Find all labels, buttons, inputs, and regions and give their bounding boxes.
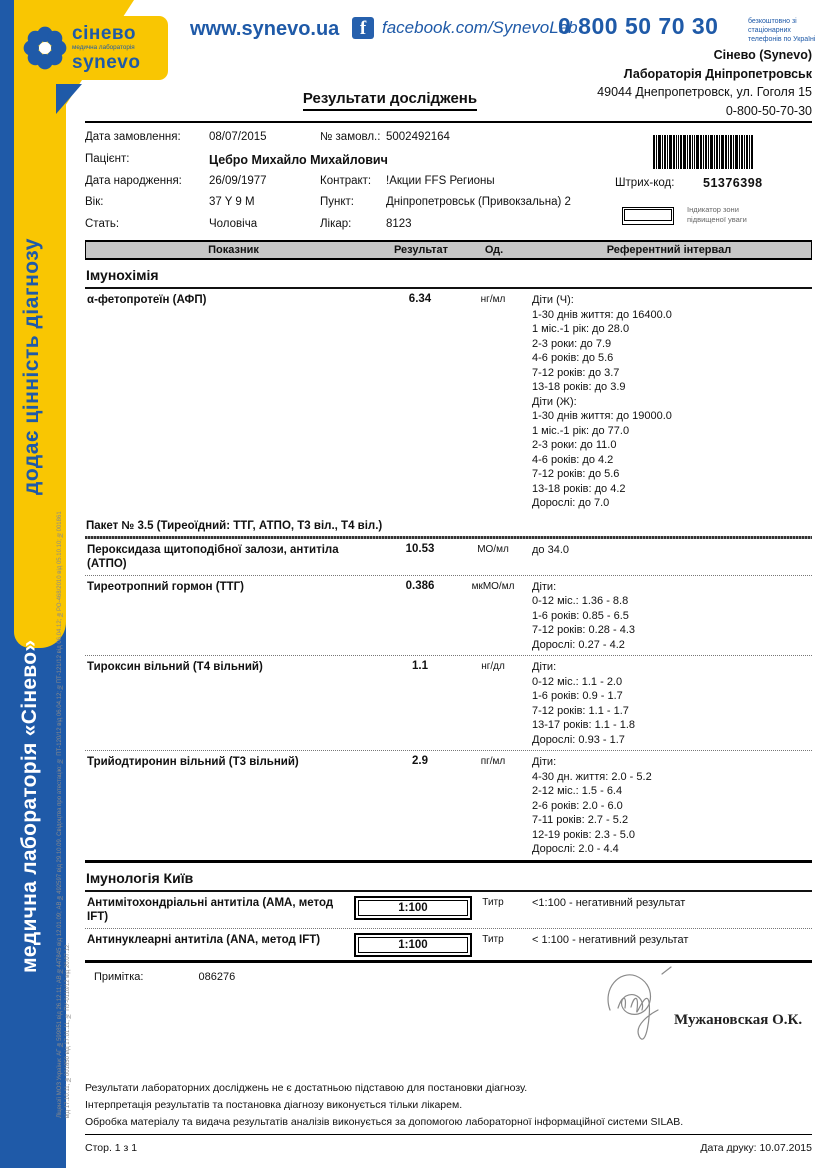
ref-line: 1 міс.-1 рік: до 28.0	[532, 323, 630, 335]
lab-name: Сінево (Synevo)	[713, 48, 812, 62]
test-result: 6.34	[408, 293, 432, 305]
ref-line: 2-6 років: 2.0 - 6.0	[532, 799, 623, 812]
birth-date-value: 26/09/1977	[209, 174, 267, 187]
test-reference	[526, 660, 812, 747]
ref-line: Дорослі: 0.93 - 1.7	[532, 733, 625, 746]
test-name: Трийодтиронин вільний (Т3 вільний)	[87, 756, 299, 768]
header-divider	[85, 121, 812, 123]
patient-label: Пацієнт:	[85, 152, 130, 165]
result-row-ana	[85, 929, 812, 960]
facebook-letter: f	[359, 18, 367, 39]
logo-wordmark	[72, 24, 140, 72]
col-header-indicator: Показник	[208, 244, 259, 256]
doctor-signature-name: Мужановская О.К.	[674, 1012, 803, 1028]
lab-branch: Лабораторія Дніпропетровськ	[623, 66, 812, 81]
ref-line: 2-12 міс.: 1.5 - 6.4	[532, 785, 623, 797]
ref-line: 2-3 роки: до 11.0	[532, 439, 617, 451]
facebook-link	[352, 17, 578, 39]
barcode-value: 51376398	[703, 176, 763, 190]
test-reference	[526, 580, 812, 653]
package-title: Пакет № 3.5 (Тиреоїдний: ТТГ, АТПО, Т3 віл., Т4 віл.)	[86, 519, 383, 532]
ref-line: 2-3 роки: до 7.9	[532, 337, 612, 350]
col-header-result: Результат	[393, 244, 449, 256]
doctor-label: Лікар:	[320, 218, 352, 231]
ref-line: 13-18 років: до 3.9	[532, 381, 626, 393]
test-reference	[526, 896, 812, 925]
test-unit: пг/мл	[480, 756, 506, 767]
signature-icon	[598, 958, 678, 1066]
test-name: Пероксидаза щитоподібної залози, антитіла (АТПО)	[87, 543, 339, 570]
barcode-block	[613, 135, 812, 235]
test-result: 10.53	[405, 542, 435, 555]
ref-line: Дорослі: 2.0 - 4.4	[532, 843, 619, 855]
birth-date-label: Дата народження:	[85, 174, 182, 187]
sidebar-slogan: додає цінність діагнозу	[20, 238, 43, 495]
footer-bottom-row	[85, 1140, 812, 1157]
logo-title: сінево	[72, 22, 136, 44]
note-value: 086276	[198, 970, 236, 983]
test-unit: Титр	[482, 896, 504, 908]
test-name: α-фетопротеїн (АФП)	[87, 294, 207, 306]
sex-label: Стать:	[85, 218, 120, 231]
result-row-atpo	[85, 539, 812, 575]
test-result-boxed	[380, 933, 460, 957]
result-row-ttg	[85, 576, 812, 656]
ref-line: до 34.0	[532, 543, 570, 556]
document-title-wrap	[240, 90, 540, 111]
footer-divider	[85, 1134, 812, 1135]
lab-address-block	[597, 46, 812, 120]
sidebar-brand: медична лабораторія «Сінево»	[18, 639, 41, 973]
test-reference	[526, 933, 812, 957]
results-table	[85, 240, 812, 983]
test-unit: мкМО/мл	[471, 580, 515, 592]
attention-zone-note	[687, 205, 747, 225]
hotline-note-line2: телефонів по Україні	[748, 36, 816, 44]
test-result: 2.9	[412, 755, 428, 767]
test-result: 1:100	[358, 937, 468, 953]
test-name: Тиреотропний гормон (ТТГ)	[87, 580, 245, 593]
print-date: Дата друку: 10.07.2015	[700, 1142, 812, 1154]
ref-line: 1-30 днів життя: до 16400.0	[532, 308, 672, 321]
age-value: 37 Y 9 M	[209, 196, 255, 209]
result-row-ama	[85, 892, 812, 928]
test-result: 1:100	[358, 900, 468, 916]
ref-line: Дорослі: до 7.0	[532, 497, 610, 509]
test-unit: нг/дл	[481, 661, 505, 672]
test-reference	[526, 543, 812, 572]
test-unit: МО/мл	[477, 543, 509, 555]
hotline-note-line1: безкоштовно зі стаціонарних	[748, 18, 797, 35]
test-result: 0.386	[405, 579, 435, 592]
attention-zone-indicator-inner	[624, 209, 672, 221]
order-date-value: 08/07/2015	[209, 131, 267, 143]
lab-phone: 0-800-50-70-30	[725, 103, 812, 118]
age-label: Вік:	[85, 196, 104, 209]
result-row-afp	[85, 289, 812, 514]
document-title: Результати досліджень	[303, 90, 477, 111]
col-header-unit: Од.	[484, 244, 504, 256]
ref-line: < 1:100 - негативний результат	[532, 933, 689, 946]
attention-zone-indicator-box	[622, 207, 674, 225]
test-name: Тироксин вільний (Т4 вільний)	[87, 661, 263, 673]
section-title-immunology-kyiv: Імунологія Київ	[85, 863, 812, 892]
test-result: 1.1	[412, 660, 428, 672]
result-row-t4	[85, 656, 812, 750]
point-label: Пункт:	[320, 196, 354, 209]
sidebar-license-text	[56, 268, 72, 1118]
test-unit: нг/мл	[480, 294, 506, 305]
table-header	[85, 240, 812, 260]
ref-line: 4-30 дн. життя: 2.0 - 5.2	[532, 770, 652, 783]
barcode-image	[653, 135, 753, 169]
ref-line: Діти (Ж):	[532, 395, 577, 408]
test-name: Антинуклеарні антитіла (ANA, метод IFT)	[87, 933, 321, 946]
ref-line: 12-19 років: 2.3 - 5.0	[532, 828, 635, 841]
col-header-reference: Референтний інтервал	[606, 244, 732, 256]
ref-line: 7-12 років: до 5.6	[532, 468, 620, 480]
ref-line: 1 міс.-1 рік: до 77.0	[532, 424, 630, 437]
page-number: Стор. 1 з 1	[85, 1142, 138, 1154]
doctor-value: 8123	[386, 218, 412, 231]
order-date-label: Дата замовлення:	[85, 131, 181, 143]
signature-block	[598, 958, 818, 1068]
disclaimer-line1: Результати лабораторних досліджень не є достатньою підставою для постановки діагнозу.	[85, 1082, 528, 1094]
ref-line: 1-6 років: 0.85 - 6.5	[532, 609, 629, 622]
sex-value: Чоловіча	[209, 218, 258, 231]
ref-line: 7-12 років: 1.1 - 1.7	[532, 704, 629, 717]
section-title-immunochemistry: Імунохімія	[85, 260, 812, 289]
test-name: Антимітохондріальні антитіла (АМА, метод IFT)	[87, 896, 334, 923]
footer	[85, 1080, 812, 1157]
disclaimer-line3: Обробка матеріалу та видача результатів аналізів виконується за допомогою лабораторної інформаційної системи SILAB.	[85, 1116, 684, 1128]
ref-line: 4-6 років: до 5.6	[532, 352, 614, 364]
ref-line: 7-12 років: 0.28 - 4.3	[532, 624, 635, 636]
disclaimer-line2: Інтерпретація результатів та постановка діагнозу виконується тільки лікарем.	[85, 1099, 463, 1111]
order-no-label: № замовл.:	[320, 131, 381, 143]
facebook-icon	[352, 17, 374, 39]
ref-line: 13-18 років: до 4.2	[532, 482, 626, 495]
ref-line: 4-6 років: до 4.2	[532, 453, 614, 466]
ref-line: 0-12 міс.: 1.1 - 2.0	[532, 675, 623, 688]
test-result-boxed	[380, 896, 460, 925]
license-line-2: від 17.10.11; №001850 від 17.01.11; № ПУ-0110/12 від 20.07.12.	[65, 943, 71, 1118]
ref-line: Діти (Ч):	[532, 294, 574, 306]
license-line-1: Ліцензії МОЗ України: АГ №599851 від 26.12.11; АВ №447845 від 12.01.09; АВ №492597 від 29.10.09. Свідоцтва про атестацію: № ПТ-120/12 від 06.04.12; №ПТ-121/12 від 06.04.12; №РО-468/2010 від 05.10.10; №001861	[57, 511, 63, 1118]
attention-zone-note-line1: Індикатор зони	[687, 205, 739, 214]
logo-subtitle: медична лабораторія	[72, 43, 135, 51]
test-reference	[526, 755, 812, 857]
patient-info	[85, 127, 812, 237]
ref-line: Діти:	[532, 580, 557, 593]
test-reference	[526, 293, 812, 511]
ref-line: Дорослі: 0.27 - 4.2	[532, 638, 625, 651]
barcode-label: Штрих-код:	[615, 177, 675, 189]
ref-line: <1:100 - негативний результат	[532, 896, 686, 909]
lab-address: 49044 Днепропетровск, ул. Гоголя 15	[597, 85, 812, 99]
website-url: www.synevo.ua	[190, 18, 340, 40]
attention-result-box	[354, 896, 472, 920]
result-row-t3	[85, 751, 812, 860]
ref-line: 1-30 днів життя: до 19000.0	[532, 410, 672, 422]
ref-line: 7-12 років: до 3.7	[532, 366, 620, 379]
contract-value: !Акции FFS Регионы	[386, 174, 495, 187]
hotline-note	[748, 17, 822, 44]
facebook-url: facebook.com/SynevoLab	[382, 18, 578, 37]
ref-line: 0-12 міс.: 1.36 - 8.8	[532, 595, 629, 607]
patient-name: Цебро Михайло Михайлович	[209, 152, 388, 167]
flower-logo-icon	[22, 25, 68, 71]
point-value: Дніпропетровськ (Привокзальна) 2	[386, 196, 571, 209]
ref-line: 13-17 років: 1.1 - 1.8	[532, 719, 635, 731]
hotline-phone: 0 800 50 70 30	[558, 13, 719, 39]
attention-result-box	[354, 933, 472, 957]
note-label: Примітка:	[94, 970, 144, 983]
ref-line: Діти:	[532, 661, 557, 673]
ref-line: Діти:	[532, 756, 557, 768]
logo-latin: synevo	[72, 52, 141, 74]
order-no-value: 5002492164	[386, 131, 450, 143]
attention-zone-note-line2: підвищеної уваги	[687, 215, 747, 224]
test-unit: Титр	[482, 933, 504, 945]
synevo-logo	[16, 16, 168, 80]
ref-line: 1-6 років: 0.9 - 1.7	[532, 690, 623, 702]
ref-line: 7-11 років: 2.7 - 5.2	[532, 814, 629, 826]
contract-label: Контракт:	[320, 174, 372, 187]
